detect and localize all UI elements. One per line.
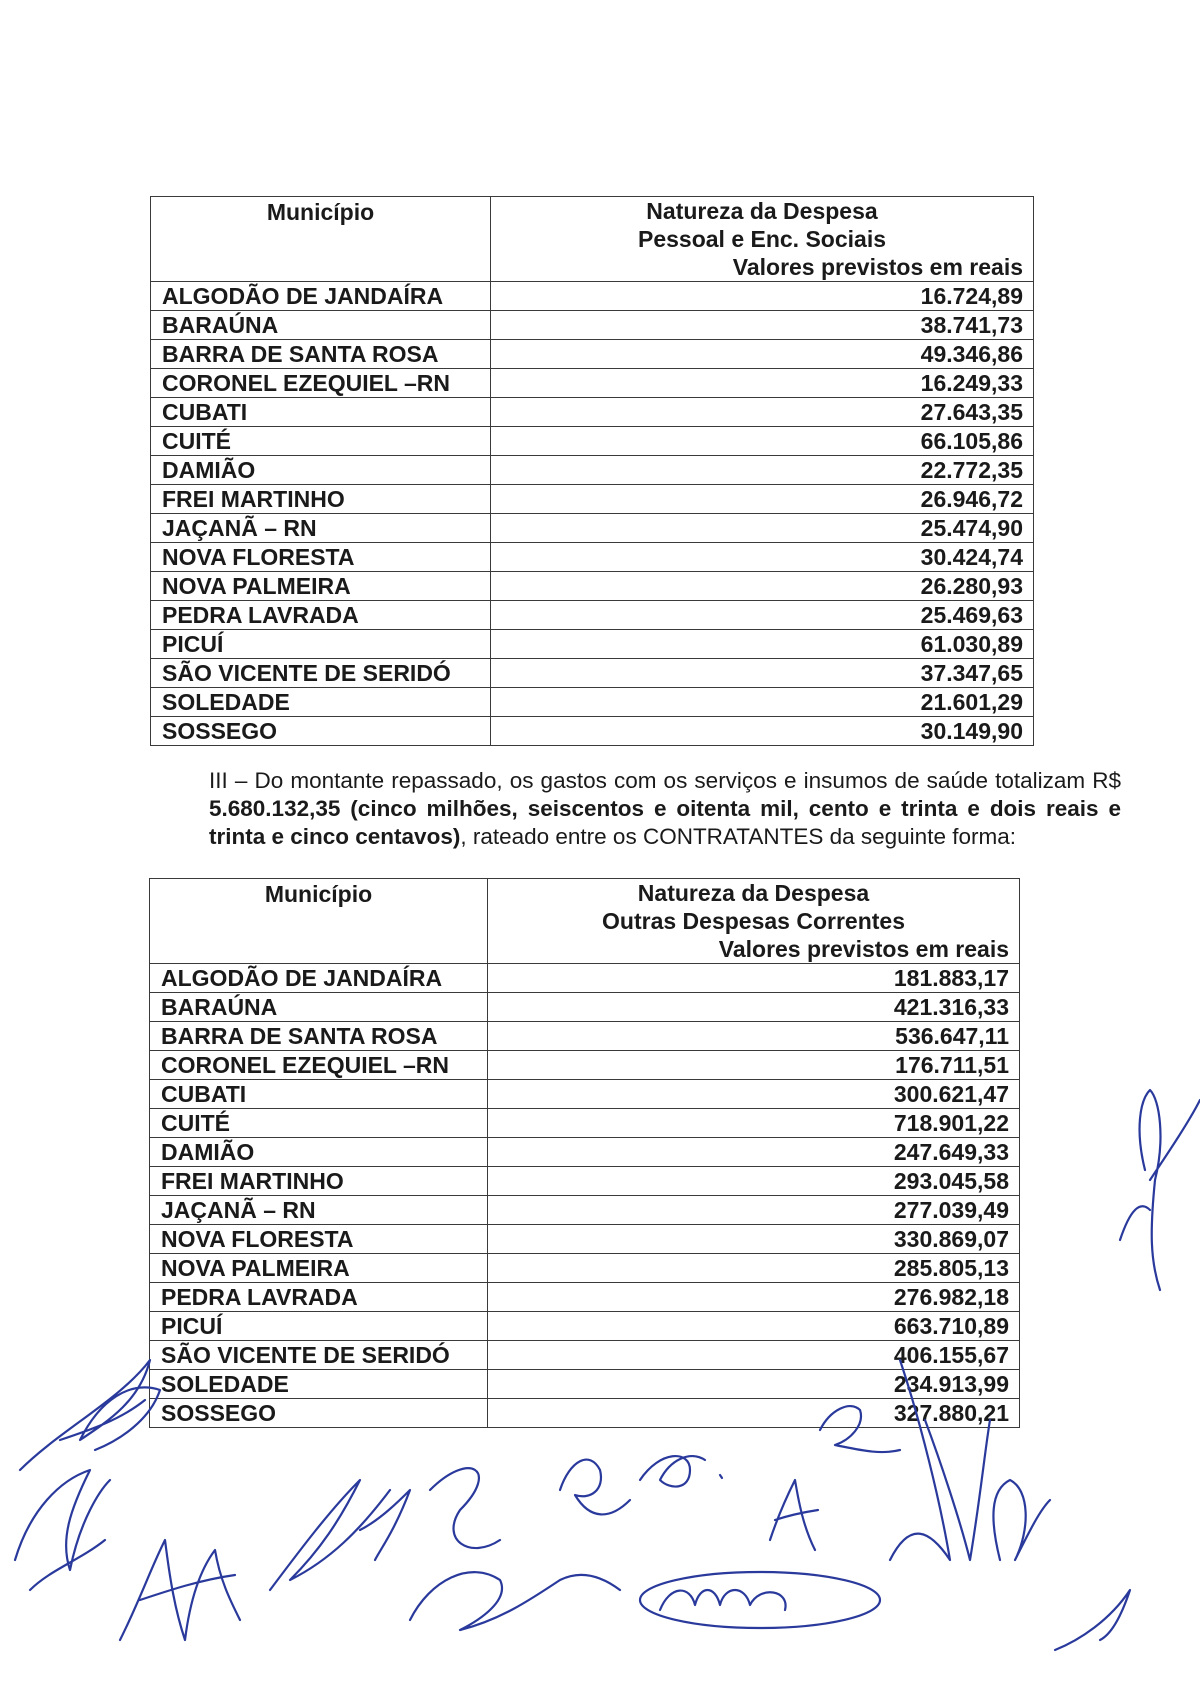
valor-cell: 330.869,07 <box>488 1225 1020 1254</box>
table-row <box>150 1138 1020 1167</box>
valor-cell: 22.772,35 <box>491 456 1034 485</box>
municipio-cell: NOVA FLORESTA <box>151 543 491 572</box>
municipio-cell: SOLEDADE <box>150 1370 488 1399</box>
valor-cell: 25.469,63 <box>491 601 1034 630</box>
valor-cell: 25.474,90 <box>491 514 1034 543</box>
header-natureza-title: Natureza da Despesa <box>646 198 878 224</box>
pessoal-table <box>150 196 1034 746</box>
valor-cell: 234.913,99 <box>488 1370 1020 1399</box>
municipio-cell: FREI MARTINHO <box>150 1167 488 1196</box>
table-row <box>150 1312 1020 1341</box>
table-row <box>150 1109 1020 1138</box>
table-row <box>151 340 1034 369</box>
table-row <box>150 1370 1020 1399</box>
table-row <box>150 1196 1020 1225</box>
handwritten-signature-icon <box>560 1460 630 1515</box>
municipio-cell: SOSSEGO <box>150 1399 488 1428</box>
handwritten-signature-icon <box>770 1480 818 1550</box>
handwritten-signature-icon <box>120 1540 240 1640</box>
table-row <box>151 369 1034 398</box>
valor-cell: 16.724,89 <box>491 282 1034 311</box>
valor-cell: 285.805,13 <box>488 1254 1020 1283</box>
table-row <box>150 1167 1020 1196</box>
municipio-cell: NOVA FLORESTA <box>150 1225 488 1254</box>
valor-cell: 16.249,33 <box>491 369 1034 398</box>
handwritten-signature-icon <box>360 1468 500 1560</box>
municipio-cell: DAMIÃO <box>151 456 491 485</box>
valor-cell: 277.039,49 <box>488 1196 1020 1225</box>
table-row <box>151 659 1034 688</box>
table-row <box>150 993 1020 1022</box>
municipio-cell: CUITÉ <box>151 427 491 456</box>
table-row <box>151 311 1034 340</box>
outras-despesas-table-body <box>150 964 1020 1428</box>
table-row <box>150 1341 1020 1370</box>
handwritten-signature-icon <box>15 1470 110 1590</box>
valor-cell: 406.155,67 <box>488 1341 1020 1370</box>
valor-cell: 38.741,73 <box>491 311 1034 340</box>
pessoal-table-body <box>151 282 1034 746</box>
municipio-cell: SOLEDADE <box>151 688 491 717</box>
municipio-cell: NOVA PALMEIRA <box>150 1254 488 1283</box>
handwritten-signature-icon <box>640 1572 880 1628</box>
valor-cell: 66.105,86 <box>491 427 1034 456</box>
municipio-cell: SÃO VICENTE DE SERIDÓ <box>150 1341 488 1370</box>
table-row <box>150 1225 1020 1254</box>
municipio-cell: BARAÚNA <box>150 993 488 1022</box>
municipio-cell: CUBATI <box>150 1080 488 1109</box>
header-municipio: Município <box>150 879 488 964</box>
table-row <box>150 1080 1020 1109</box>
valor-cell: 247.649,33 <box>488 1138 1020 1167</box>
municipio-cell: BARRA DE SANTA ROSA <box>151 340 491 369</box>
municipio-cell: BARRA DE SANTA ROSA <box>150 1022 488 1051</box>
header-municipio: Município <box>151 197 491 282</box>
table-row <box>150 1022 1020 1051</box>
valor-cell: 421.316,33 <box>488 993 1020 1022</box>
handwritten-signature-icon <box>660 1590 786 1610</box>
municipio-cell: PICUÍ <box>151 630 491 659</box>
municipio-cell: SÃO VICENTE DE SERIDÓ <box>151 659 491 688</box>
table-row <box>151 456 1034 485</box>
header-valores: Valores previstos em reais <box>718 936 1009 962</box>
table-row <box>151 688 1034 717</box>
table-row <box>150 1399 1020 1428</box>
valor-cell: 49.346,86 <box>491 340 1034 369</box>
valor-cell: 30.149,90 <box>491 717 1034 746</box>
municipio-cell: CUBATI <box>151 398 491 427</box>
valor-cell: 37.347,65 <box>491 659 1034 688</box>
table-row <box>151 485 1034 514</box>
municipio-cell: PICUÍ <box>150 1312 488 1341</box>
valor-cell: 61.030,89 <box>491 630 1034 659</box>
valor-cell: 30.424,74 <box>491 543 1034 572</box>
handwritten-signature-icon <box>1120 1090 1200 1290</box>
municipio-cell: ALGODÃO DE JANDAÍRA <box>150 964 488 993</box>
clause-iii-paragraph <box>209 767 1121 851</box>
municipio-cell: NOVA PALMEIRA <box>151 572 491 601</box>
valor-cell: 276.982,18 <box>488 1283 1020 1312</box>
header-natureza-type: Pessoal e Enc. Sociais <box>637 226 887 252</box>
table-row <box>150 1254 1020 1283</box>
valor-cell: 536.647,11 <box>488 1022 1020 1051</box>
valor-cell: 27.643,35 <box>491 398 1034 427</box>
valor-cell: 21.601,29 <box>491 688 1034 717</box>
valor-cell: 327.880,21 <box>488 1399 1020 1428</box>
municipio-cell: PEDRA LAVRADA <box>150 1283 488 1312</box>
handwritten-signature-icon <box>410 1572 620 1630</box>
municipio-cell: JAÇANÃ – RN <box>151 514 491 543</box>
municipio-cell: FREI MARTINHO <box>151 485 491 514</box>
table-row <box>151 717 1034 746</box>
valor-cell: 176.711,51 <box>488 1051 1020 1080</box>
municipio-cell: BARAÚNA <box>151 311 491 340</box>
municipio-cell: ALGODÃO DE JANDAÍRA <box>151 282 491 311</box>
valor-cell: 26.280,93 <box>491 572 1034 601</box>
municipio-cell: CORONEL EZEQUIEL –RN <box>151 369 491 398</box>
valor-cell: 26.946,72 <box>491 485 1034 514</box>
handwritten-signature-icon <box>270 1480 390 1590</box>
header-natureza-title: Natureza da Despesa <box>637 880 870 906</box>
handwritten-signature-icon <box>1055 1590 1130 1650</box>
table-row <box>151 427 1034 456</box>
table-row <box>151 398 1034 427</box>
municipio-cell: JAÇANÃ – RN <box>150 1196 488 1225</box>
header-natureza <box>488 879 1020 964</box>
table-row <box>151 630 1034 659</box>
handwritten-signature-icon <box>20 1360 160 1470</box>
table-row <box>150 1283 1020 1312</box>
clause-tail: , rateado entre os CONTRATANTES da seguinte forma: <box>460 824 1016 849</box>
table-row <box>151 572 1034 601</box>
outras-despesas-table <box>149 878 1020 1428</box>
municipio-cell: CUITÉ <box>150 1109 488 1138</box>
header-valores: Valores previstos em reais <box>732 254 1023 280</box>
municipio-cell: CORONEL EZEQUIEL –RN <box>150 1051 488 1080</box>
table-row <box>151 601 1034 630</box>
municipio-cell: DAMIÃO <box>150 1138 488 1167</box>
handwritten-signature-icon <box>640 1456 722 1487</box>
valor-cell: 718.901,22 <box>488 1109 1020 1138</box>
table-row <box>150 964 1020 993</box>
municipio-cell: PEDRA LAVRADA <box>151 601 491 630</box>
valor-cell: 300.621,47 <box>488 1080 1020 1109</box>
municipio-cell: SOSSEGO <box>151 717 491 746</box>
valor-cell: 293.045,58 <box>488 1167 1020 1196</box>
table-row <box>150 1051 1020 1080</box>
valor-cell: 663.710,89 <box>488 1312 1020 1341</box>
table-row <box>151 282 1034 311</box>
handwritten-signature-icon <box>993 1480 1050 1560</box>
table-row <box>151 543 1034 572</box>
clause-lead: III – Do montante repassado, os gastos com os serviços e insumos de saúde totalizam R$ <box>209 768 1121 793</box>
header-natureza-type: Outras Despesas Correntes <box>602 908 905 934</box>
header-natureza <box>491 197 1034 282</box>
clause-amount: 5.680.132,35 (cinco milhões, seiscentos e oitenta mil, cento e trinta e dois reais e trinta e cinco centavos) <box>209 796 1121 849</box>
table-row <box>151 514 1034 543</box>
valor-cell: 181.883,17 <box>488 964 1020 993</box>
